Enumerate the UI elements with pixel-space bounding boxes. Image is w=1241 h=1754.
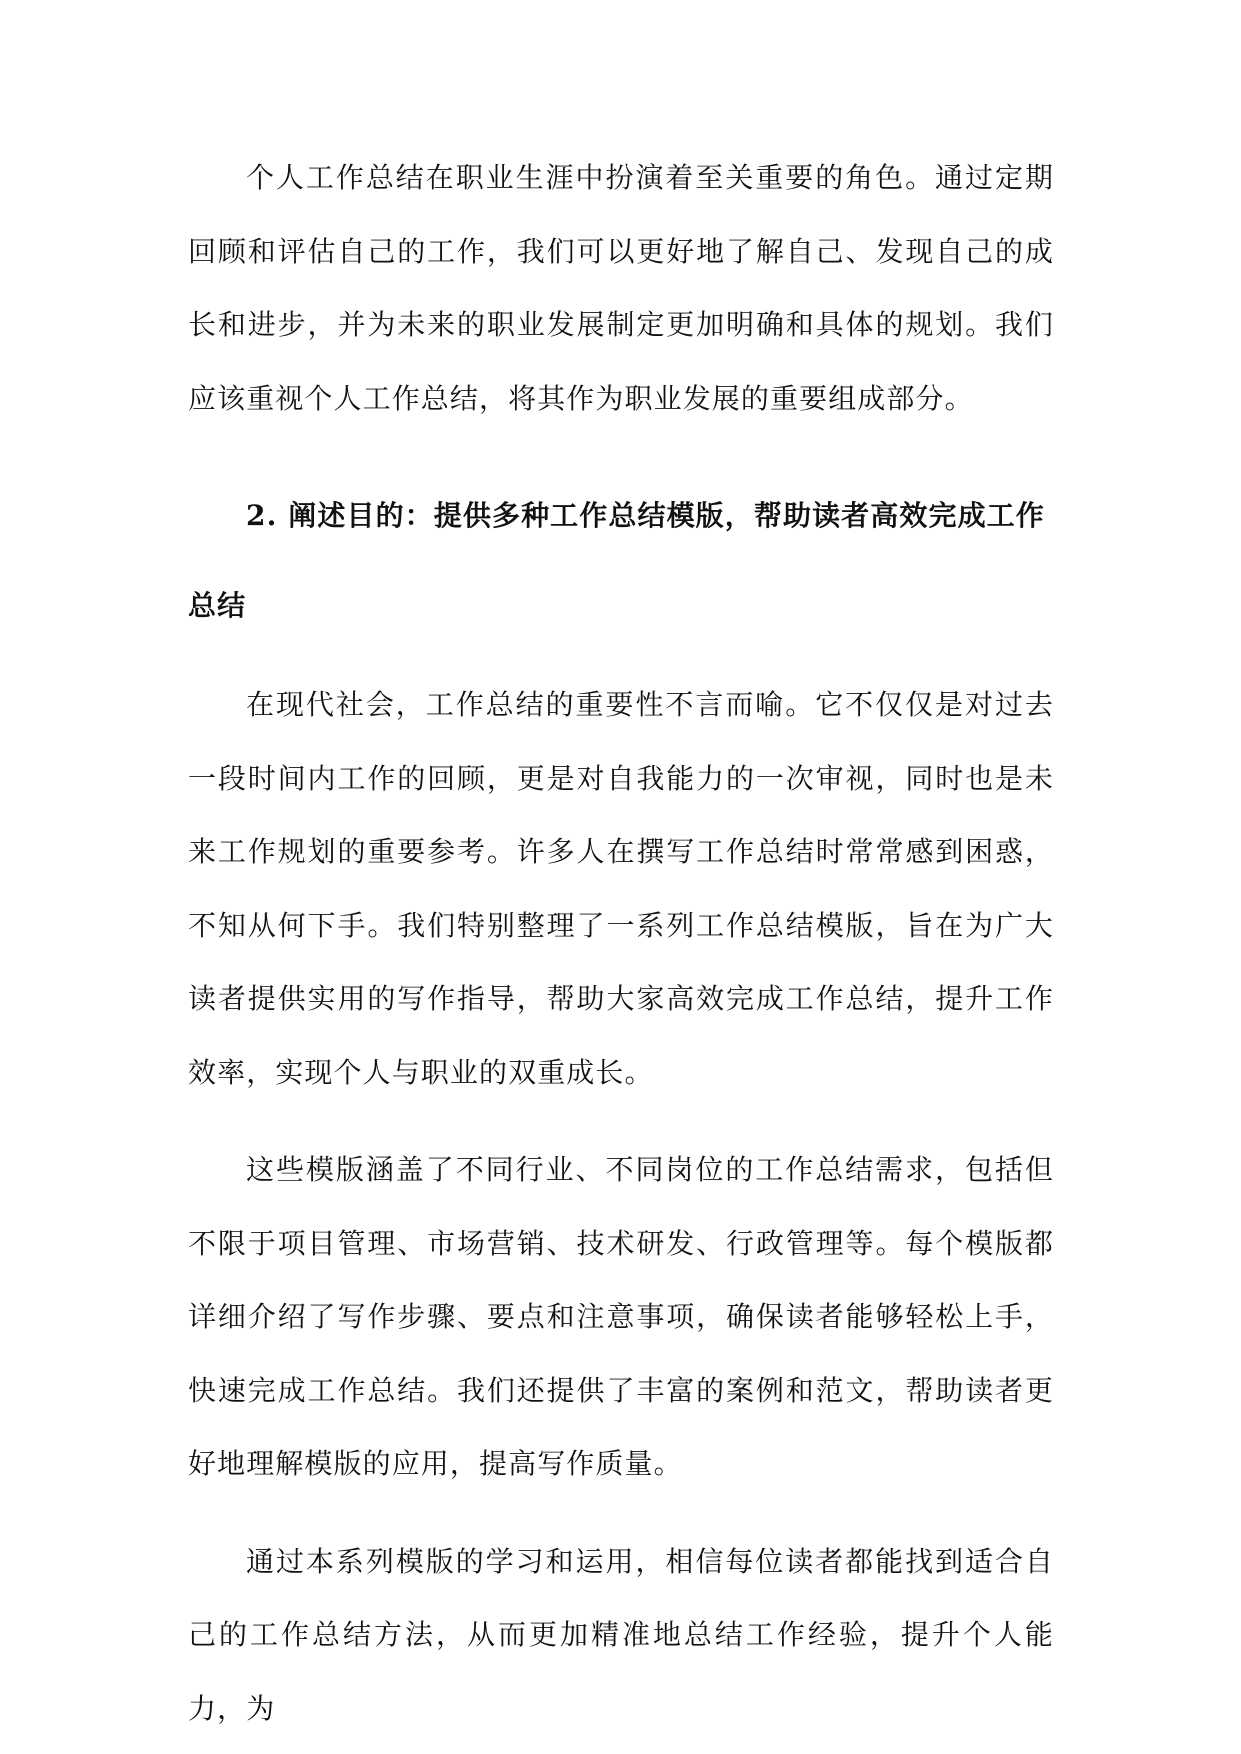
purpose-paragraph: 在现代社会，工作总结的重要性不言而喻。它不仅仅是对过去一段时间内工作的回顾，更是对自我能力的一次审视，同时也是未来工作规划的重要参考。许多人在撰写工作总结时常常感到困惑，不知从何下手。我们特别整理了一系列工作总结模版，旨在为广大读者提供实用的写作指导，帮助大家高效完成工作总结，提升工作效率，实现个人与职业的双重成长。 — [188, 688, 1054, 1089]
section-spacer — [188, 435, 1054, 471]
templates-paragraph: 这些模版涵盖了不同行业、不同岗位的工作总结需求，包括但不限于项目管理、市场营销、技术研发、行政管理等。每个模版都详细介绍了写作步骤、要点和注意事项，确保读者能够轻松上手，快速完成工作总结。我们还提供了丰富的案例和范文，帮助读者更好地理解模版的应用，提高写作质量。 — [188, 1153, 1054, 1480]
paragraph-spacer — [188, 1109, 1054, 1133]
document-body — [188, 141, 1054, 1745]
intro-paragraph: 个人工作总结在职业生涯中扮演着至关重要的角色。通过定期回顾和评估自己的工作，我们可以更好地了解自己、发现自己的成长和进步，并为未来的职业发展制定更加明确和具体的规划。我们应该重视个人工作总结，将其作为职业发展的重要组成部分。 — [188, 161, 1054, 415]
section-heading: 2. 阐述目的：提供多种工作总结模版，帮助读者高效完成工作总结 — [188, 499, 1045, 622]
paragraph-spacer — [188, 1501, 1054, 1525]
conclusion-paragraph: 通过本系列模版的学习和运用，相信每位读者都能找到适合自己的工作总结方法，从而更加精准地总结工作经验，提升个人能力，为 — [188, 1544, 1054, 1725]
heading-spacer — [188, 651, 1054, 668]
